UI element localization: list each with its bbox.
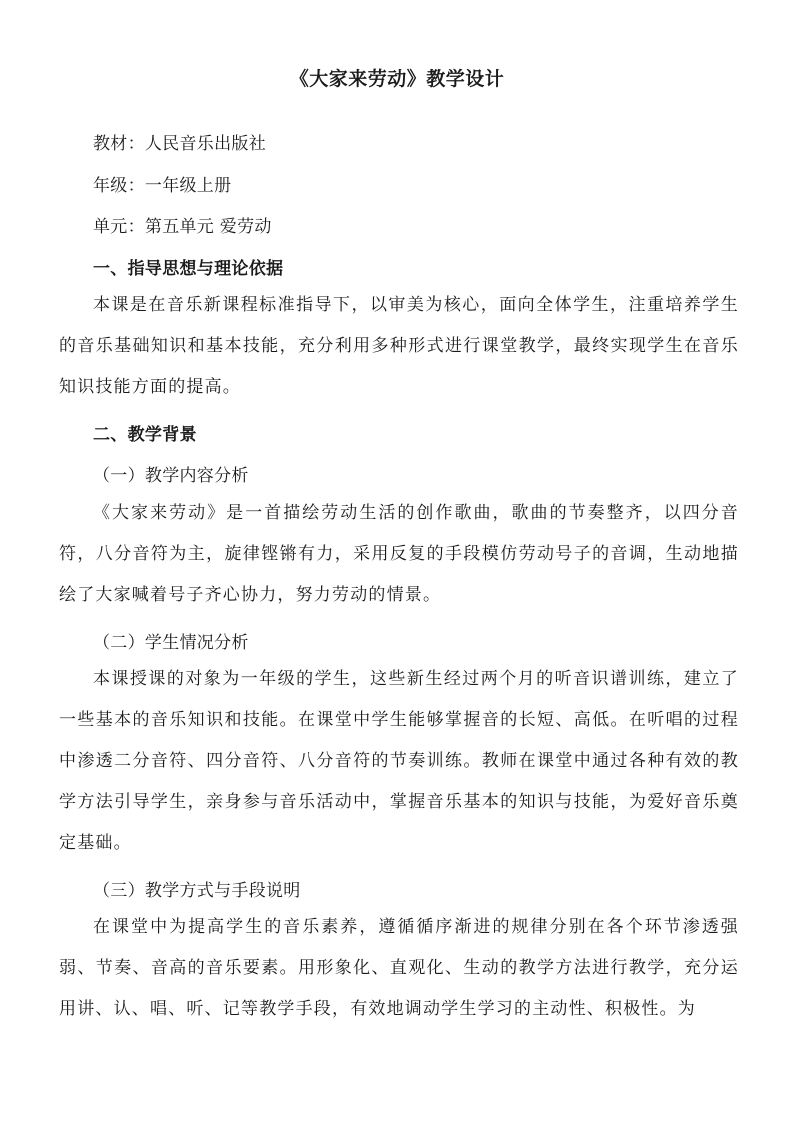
grade-line: 年级：一年级上册 bbox=[93, 176, 232, 196]
subsection-heading-content-analysis: （一）教学内容分析 bbox=[93, 466, 249, 486]
document-title: 《大家来劳动》教学设计 bbox=[289, 68, 505, 90]
section-heading-guiding-theory: 一、指导思想与理论依据 bbox=[93, 259, 284, 279]
paragraph-guiding-theory: 本课是在音乐新课程标准指导下，以审美为核心，面向全体学生，注重培养学生的音乐基础知识和基本技能，充分利用多种形式进行课堂教学，最终实现学生在音乐知识技能方面的提高。 bbox=[59, 295, 739, 397]
subsection-heading-teaching-methods: （三）教学方式与手段说明 bbox=[93, 881, 301, 901]
unit-line: 单元：第五单元 爱劳动 bbox=[93, 217, 272, 237]
subsection-heading-student-analysis: （二）学生情况分析 bbox=[93, 633, 249, 653]
paragraph-teaching-methods: 在课堂中为提高学生的音乐素养，遵循循序渐进的规律分别在各个环节渗透强弱、节奏、音高的音乐要素。用形象化、直观化、生动的教学方法进行教学，充分运用讲、认、唱、听、记等教学手段，有效地调动学生学习的主动性、积极性。为 bbox=[59, 917, 739, 1019]
paragraph-student-analysis: 本课授课的对象为一年级的学生，这些新生经过两个月的听音识谱训练，建立了一些基本的音乐知识和技能。在课堂中学生能够掌握音的长短、高低。在听唱的过程中渗透二分音符、四分音符、八分音符的节奏训练。教师在课堂中通过各种有效的教学方法引导学生，亲身参与音乐活动中，掌握音乐基本的知识与技能，为爱好音乐奠定基础。 bbox=[59, 669, 739, 853]
section-heading-background: 二、教学背景 bbox=[93, 425, 197, 445]
material-line: 教材：人民音乐出版社 bbox=[93, 134, 266, 154]
paragraph-content-analysis: 《大家来劳动》是一首描绘劳动生活的创作歌曲，歌曲的节奏整齐，以四分音符，八分音符为主，旋律铿锵有力，采用反复的手段模仿劳动号子的音调，生动地描绘了大家喊着号子齐心协力，努力劳动的情景。 bbox=[59, 503, 739, 605]
